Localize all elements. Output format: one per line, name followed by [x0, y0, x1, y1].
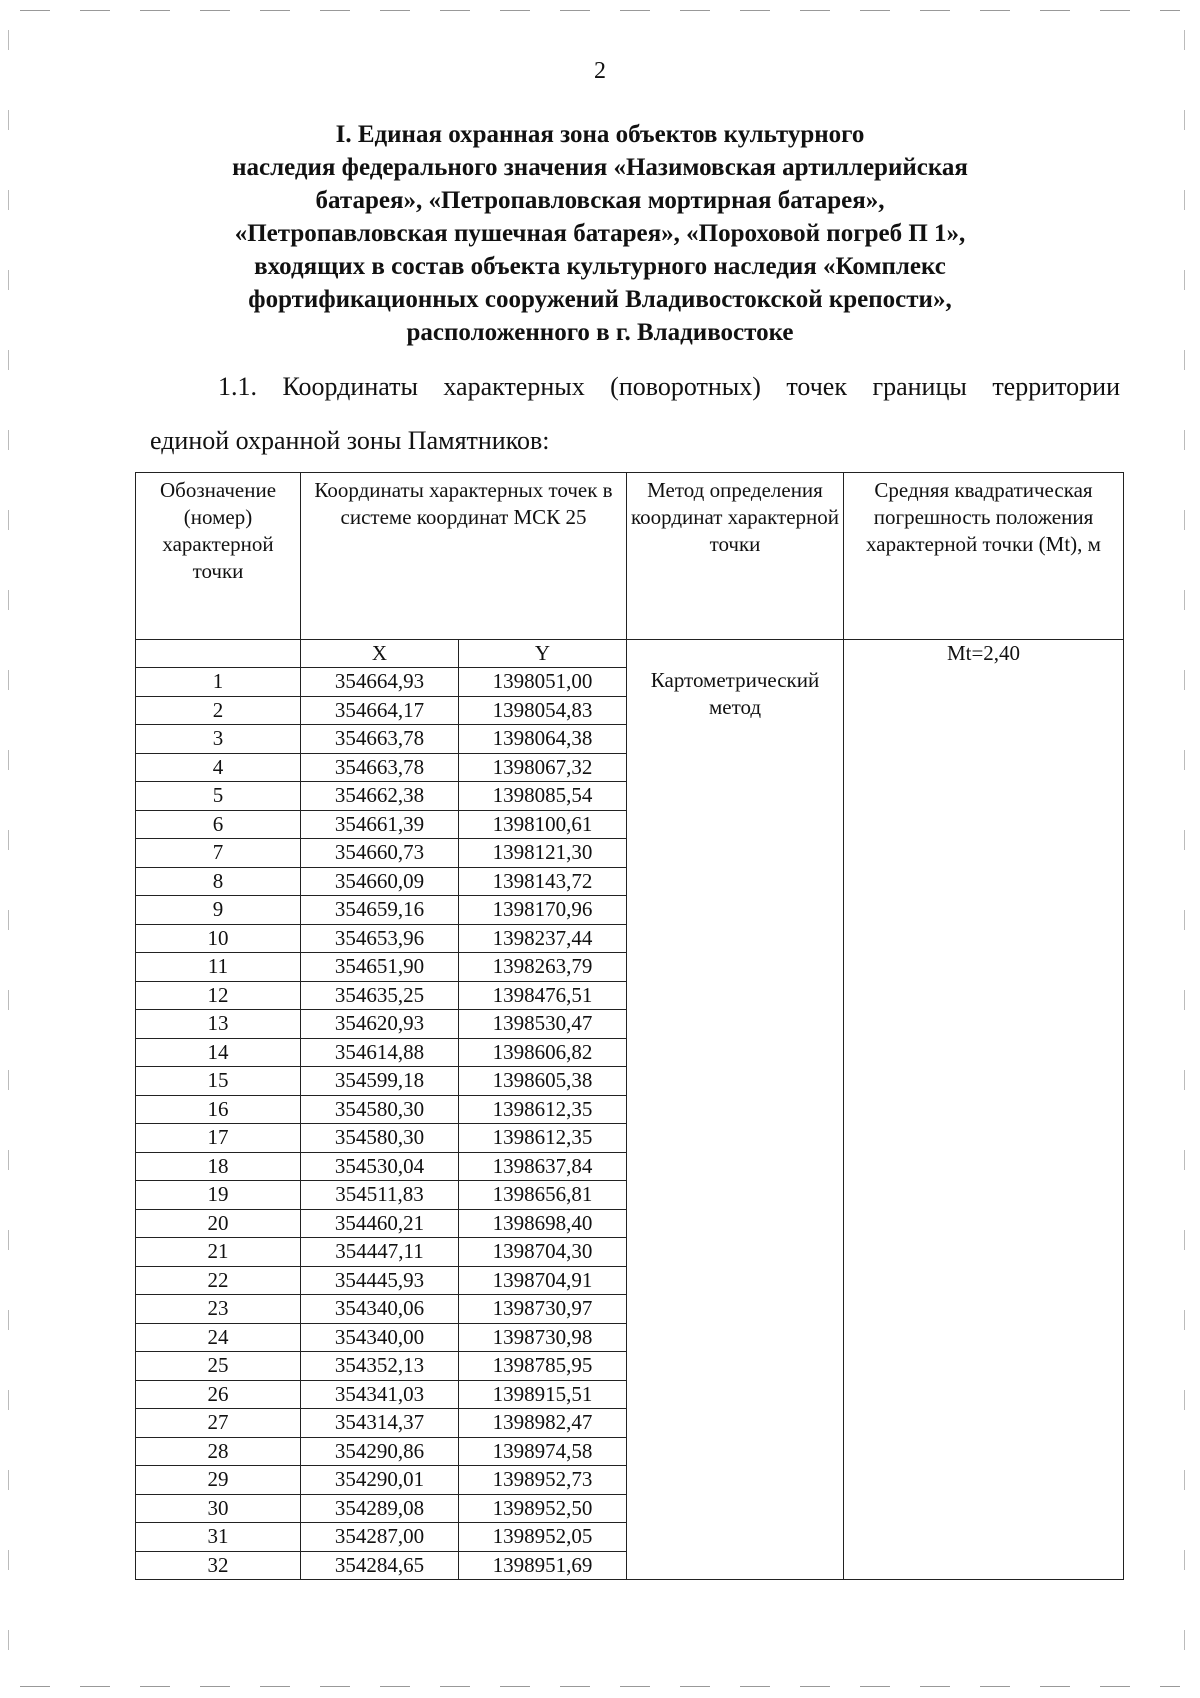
table-subheader-row — [136, 640, 1124, 668]
header-coords: Координаты характерных точек в системе координат МСК 25 — [301, 473, 627, 640]
coord-x: 354290,86 — [301, 1437, 459, 1466]
coord-x: 354659,16 — [301, 896, 459, 925]
header-accuracy: Средняя квадратическая погрешность положения характерной точки (Mt), м — [844, 473, 1124, 640]
coord-y: 1398952,73 — [459, 1466, 627, 1495]
coord-x: 354284,65 — [301, 1551, 459, 1580]
coord-x: 354664,93 — [301, 668, 459, 697]
scan-edge-bottom — [20, 1686, 1180, 1687]
coord-y: 1398982,47 — [459, 1409, 627, 1438]
coord-y: 1398952,50 — [459, 1494, 627, 1523]
point-number: 9 — [136, 896, 301, 925]
coord-x: 354660,73 — [301, 839, 459, 868]
coord-x: 354635,25 — [301, 981, 459, 1010]
coord-x: 354653,96 — [301, 924, 459, 953]
coord-x: 354663,78 — [301, 725, 459, 754]
coord-x: 354340,06 — [301, 1295, 459, 1324]
coord-y: 1398915,51 — [459, 1380, 627, 1409]
subheader-y: Y — [459, 640, 627, 668]
coord-x: 354289,08 — [301, 1494, 459, 1523]
header-method: Метод определения координат характерной точки — [627, 473, 844, 640]
point-number: 25 — [136, 1352, 301, 1381]
point-number: 17 — [136, 1124, 301, 1153]
scan-edge-top — [20, 10, 1180, 11]
table-body — [136, 473, 1124, 1580]
coord-y: 1398237,44 — [459, 924, 627, 953]
coord-y: 1398704,30 — [459, 1238, 627, 1267]
coordinates-table — [135, 472, 1124, 1580]
heading-line: «Петропавловская пушечная батарея», «Пороховой погреб П 1», — [234, 220, 966, 247]
heading-line: I. Единая охранная зона объектов культурного — [335, 121, 865, 148]
coord-y: 1398730,97 — [459, 1295, 627, 1324]
coord-y: 1398951,69 — [459, 1551, 627, 1580]
coord-y: 1398656,81 — [459, 1181, 627, 1210]
coord-y: 1398637,84 — [459, 1152, 627, 1181]
coord-x: 354651,90 — [301, 953, 459, 982]
point-number: 21 — [136, 1238, 301, 1267]
coord-y: 1398974,58 — [459, 1437, 627, 1466]
method-value: Картометрический метод — [650, 668, 820, 719]
coord-x: 354614,88 — [301, 1038, 459, 1067]
coord-y: 1398121,30 — [459, 839, 627, 868]
coord-y: 1398612,35 — [459, 1095, 627, 1124]
point-number: 16 — [136, 1095, 301, 1124]
coord-y: 1398054,83 — [459, 696, 627, 725]
coord-y: 1398605,38 — [459, 1067, 627, 1096]
coord-x: 354620,93 — [301, 1010, 459, 1039]
scan-edge-left — [8, 30, 9, 1670]
point-number: 6 — [136, 810, 301, 839]
accuracy-cell — [844, 640, 1124, 1580]
coord-y: 1398530,47 — [459, 1010, 627, 1039]
section-heading — [150, 118, 1050, 349]
intro-paragraph-line1: 1.1. Координаты характерных (поворотных) точек границы территории — [218, 372, 1120, 401]
coord-y: 1398100,61 — [459, 810, 627, 839]
subheader-x: X — [301, 640, 459, 668]
coord-y: 1398051,00 — [459, 668, 627, 697]
point-number: 11 — [136, 953, 301, 982]
coord-x: 354662,38 — [301, 782, 459, 811]
coord-x: 354352,13 — [301, 1352, 459, 1381]
coord-y: 1398085,54 — [459, 782, 627, 811]
coord-y: 1398704,91 — [459, 1266, 627, 1295]
point-number: 29 — [136, 1466, 301, 1495]
point-number: 23 — [136, 1295, 301, 1324]
coord-y: 1398476,51 — [459, 981, 627, 1010]
coord-x: 354660,09 — [301, 867, 459, 896]
subheader-empty — [136, 640, 301, 668]
header-point: Обозначение (номер) характерной точки — [136, 473, 301, 640]
heading-line: батарея», «Петропавловская мортирная батарея», — [315, 187, 885, 214]
point-number: 31 — [136, 1523, 301, 1552]
point-number: 22 — [136, 1266, 301, 1295]
coord-x: 354314,37 — [301, 1409, 459, 1438]
coord-y: 1398952,05 — [459, 1523, 627, 1552]
coord-x: 354341,03 — [301, 1380, 459, 1409]
point-number: 7 — [136, 839, 301, 868]
point-number: 14 — [136, 1038, 301, 1067]
point-number: 3 — [136, 725, 301, 754]
point-number: 32 — [136, 1551, 301, 1580]
coord-y: 1398263,79 — [459, 953, 627, 982]
heading-line: входящих в состав объекта культурного наследия «Комплекс — [254, 253, 946, 280]
point-number: 24 — [136, 1323, 301, 1352]
coord-y: 1398606,82 — [459, 1038, 627, 1067]
method-cell — [627, 640, 844, 1580]
point-number: 19 — [136, 1181, 301, 1210]
coord-x: 354664,17 — [301, 696, 459, 725]
coord-y: 1398612,35 — [459, 1124, 627, 1153]
point-number: 2 — [136, 696, 301, 725]
coord-x: 354530,04 — [301, 1152, 459, 1181]
point-number: 13 — [136, 1010, 301, 1039]
coord-x: 354580,30 — [301, 1095, 459, 1124]
coord-y: 1398730,98 — [459, 1323, 627, 1352]
coord-y: 1398698,40 — [459, 1209, 627, 1238]
point-number: 8 — [136, 867, 301, 896]
coord-x: 354447,11 — [301, 1238, 459, 1267]
coord-y: 1398064,38 — [459, 725, 627, 754]
coord-x: 354580,30 — [301, 1124, 459, 1153]
point-number: 28 — [136, 1437, 301, 1466]
coord-y: 1398785,95 — [459, 1352, 627, 1381]
point-number: 26 — [136, 1380, 301, 1409]
point-number: 18 — [136, 1152, 301, 1181]
point-number: 5 — [136, 782, 301, 811]
intro-paragraph-line2: единой охранной зоны Памятников: — [150, 426, 550, 455]
heading-line: расположенного в г. Владивостоке — [406, 319, 794, 346]
coord-x: 354511,83 — [301, 1181, 459, 1210]
coord-x: 354287,00 — [301, 1523, 459, 1552]
accuracy-value: Mt=2,40 — [946, 641, 1021, 665]
point-number: 1 — [136, 668, 301, 697]
coord-x: 354290,01 — [301, 1466, 459, 1495]
coord-x: 354445,93 — [301, 1266, 459, 1295]
coord-x: 354661,39 — [301, 810, 459, 839]
heading-line: наследия федерального значения «Назимовская артиллерийская — [232, 154, 968, 181]
coord-x: 354663,78 — [301, 753, 459, 782]
coord-y: 1398067,32 — [459, 753, 627, 782]
point-number: 12 — [136, 981, 301, 1010]
table-header-row — [136, 473, 1124, 640]
point-number: 10 — [136, 924, 301, 953]
point-number: 4 — [136, 753, 301, 782]
point-number: 30 — [136, 1494, 301, 1523]
scan-edge-right — [1184, 30, 1185, 1670]
coord-x: 354340,00 — [301, 1323, 459, 1352]
coord-y: 1398143,72 — [459, 867, 627, 896]
page-number: 2 — [594, 58, 606, 84]
point-number: 20 — [136, 1209, 301, 1238]
point-number: 27 — [136, 1409, 301, 1438]
heading-line: фортификационных сооружений Владивостокской крепости», — [248, 286, 952, 313]
coord-y: 1398170,96 — [459, 896, 627, 925]
point-number: 15 — [136, 1067, 301, 1096]
coord-x: 354460,21 — [301, 1209, 459, 1238]
coord-x: 354599,18 — [301, 1067, 459, 1096]
